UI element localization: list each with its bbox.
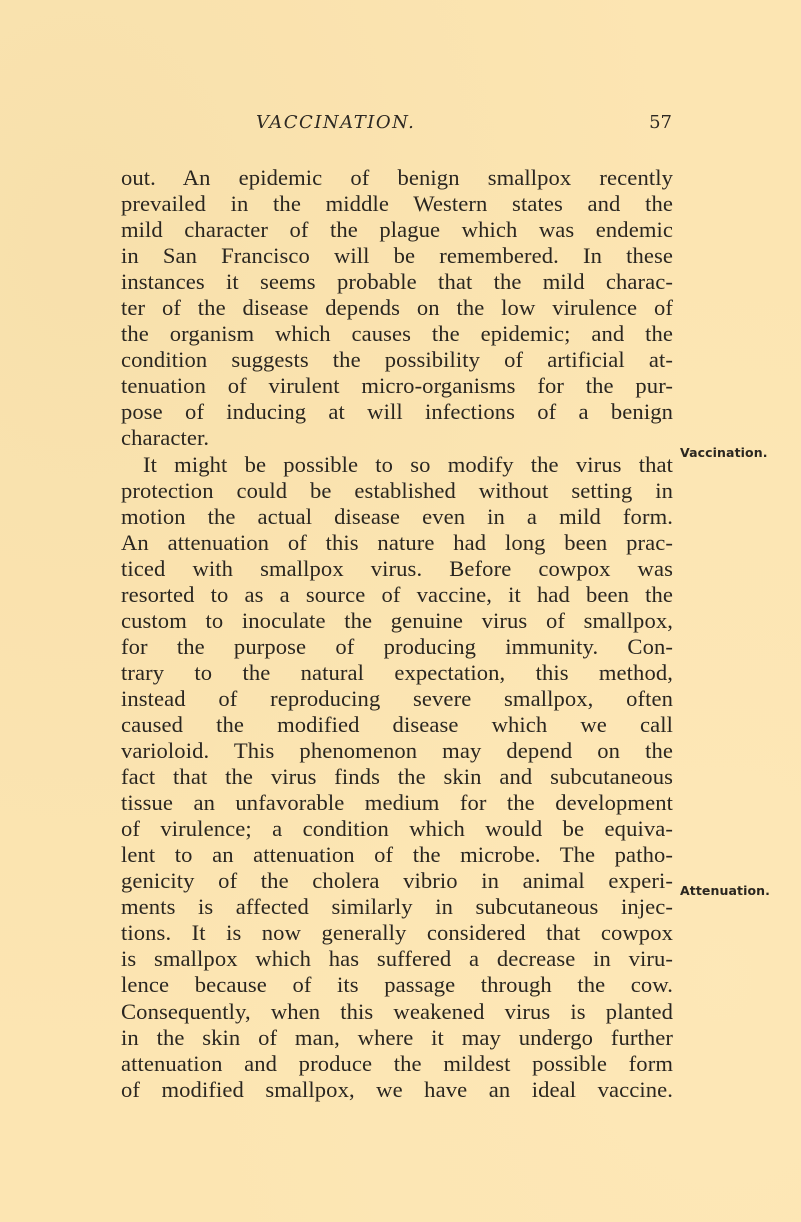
- text-line: is smallpox which has suffered a decrease in viru-: [121, 946, 673, 972]
- text-line: tenuation of virulent micro-organisms for the pur-: [121, 373, 673, 399]
- text-line: tissue an unfavorable medium for the development: [121, 790, 673, 816]
- page-number: 57: [649, 112, 672, 133]
- paragraph-2: [121, 452, 673, 1103]
- text-line: of virulence; a condition which would be equiva-: [121, 816, 673, 842]
- text-line: tions. It is now generally considered that cowpox: [121, 920, 673, 946]
- text-line: instances it seems probable that the mild charac-: [121, 269, 673, 295]
- text-line: custom to inoculate the genuine virus of smallpox,: [121, 607, 673, 633]
- text-line: Consequently, when this weakened virus is planted: [121, 998, 673, 1024]
- text-line: ter of the disease depends on the low virulence of: [121, 295, 673, 321]
- text-line: caused the modified disease which we call: [121, 711, 673, 737]
- text-line: the organism which causes the epidemic; and the: [121, 321, 673, 347]
- text-line: out. An epidemic of benign smallpox recently: [121, 165, 673, 190]
- text-line: fact that the virus finds the skin and subcutaneous: [121, 764, 673, 790]
- text-line: pose of inducing at will infections of a benign: [121, 399, 673, 425]
- body-text: [121, 165, 673, 1103]
- text-line: ments is affected similarly in subcutaneous injec-: [121, 894, 673, 920]
- margin-note-vaccination: Vaccination.: [680, 445, 768, 460]
- text-line: varioloid. This phenomenon may depend on the: [121, 738, 673, 764]
- text-line: character.: [121, 425, 210, 451]
- text-line: trary to the natural expectation, this method,: [121, 659, 673, 685]
- running-title: VACCINATION.: [256, 112, 416, 133]
- text-line: protection could be established without setting in: [121, 477, 673, 503]
- text-line: instead of reproducing severe smallpox, often: [121, 685, 673, 711]
- margin-note-attenuation: Attenuation.: [680, 883, 771, 898]
- text-line: genicity of the cholera vibrio in animal experi-: [121, 868, 673, 894]
- running-head: [120, 112, 672, 142]
- text-line: attenuation and produce the mildest possible form: [121, 1050, 673, 1076]
- text-line: in San Francisco will be remembered. In these: [121, 243, 673, 269]
- text-line: in the skin of man, where it may undergo further: [121, 1024, 673, 1050]
- text-line: mild character of the plague which was endemic: [121, 217, 673, 243]
- text-line: resorted to as a source of vaccine, it had been the: [121, 581, 673, 607]
- text-line: ticed with smallpox virus. Before cowpox was: [121, 555, 673, 581]
- text-line: lence because of its passage through the cow.: [121, 972, 673, 998]
- text-line: condition suggests the possibility of artificial at-: [121, 347, 673, 373]
- paragraph-1: [121, 165, 673, 452]
- text-line: prevailed in the middle Western states and the: [121, 191, 673, 217]
- text-line: lent to an attenuation of the microbe. The patho-: [121, 842, 673, 868]
- text-line: It might be possible to so modify the virus that: [143, 451, 673, 477]
- text-line: An attenuation of this nature had long been prac-: [121, 529, 673, 555]
- text-line: for the purpose of producing immunity. Con-: [121, 633, 673, 659]
- text-line: motion the actual disease even in a mild form.: [121, 503, 673, 529]
- text-line: of modified smallpox, we have an ideal vaccine.: [121, 1076, 673, 1102]
